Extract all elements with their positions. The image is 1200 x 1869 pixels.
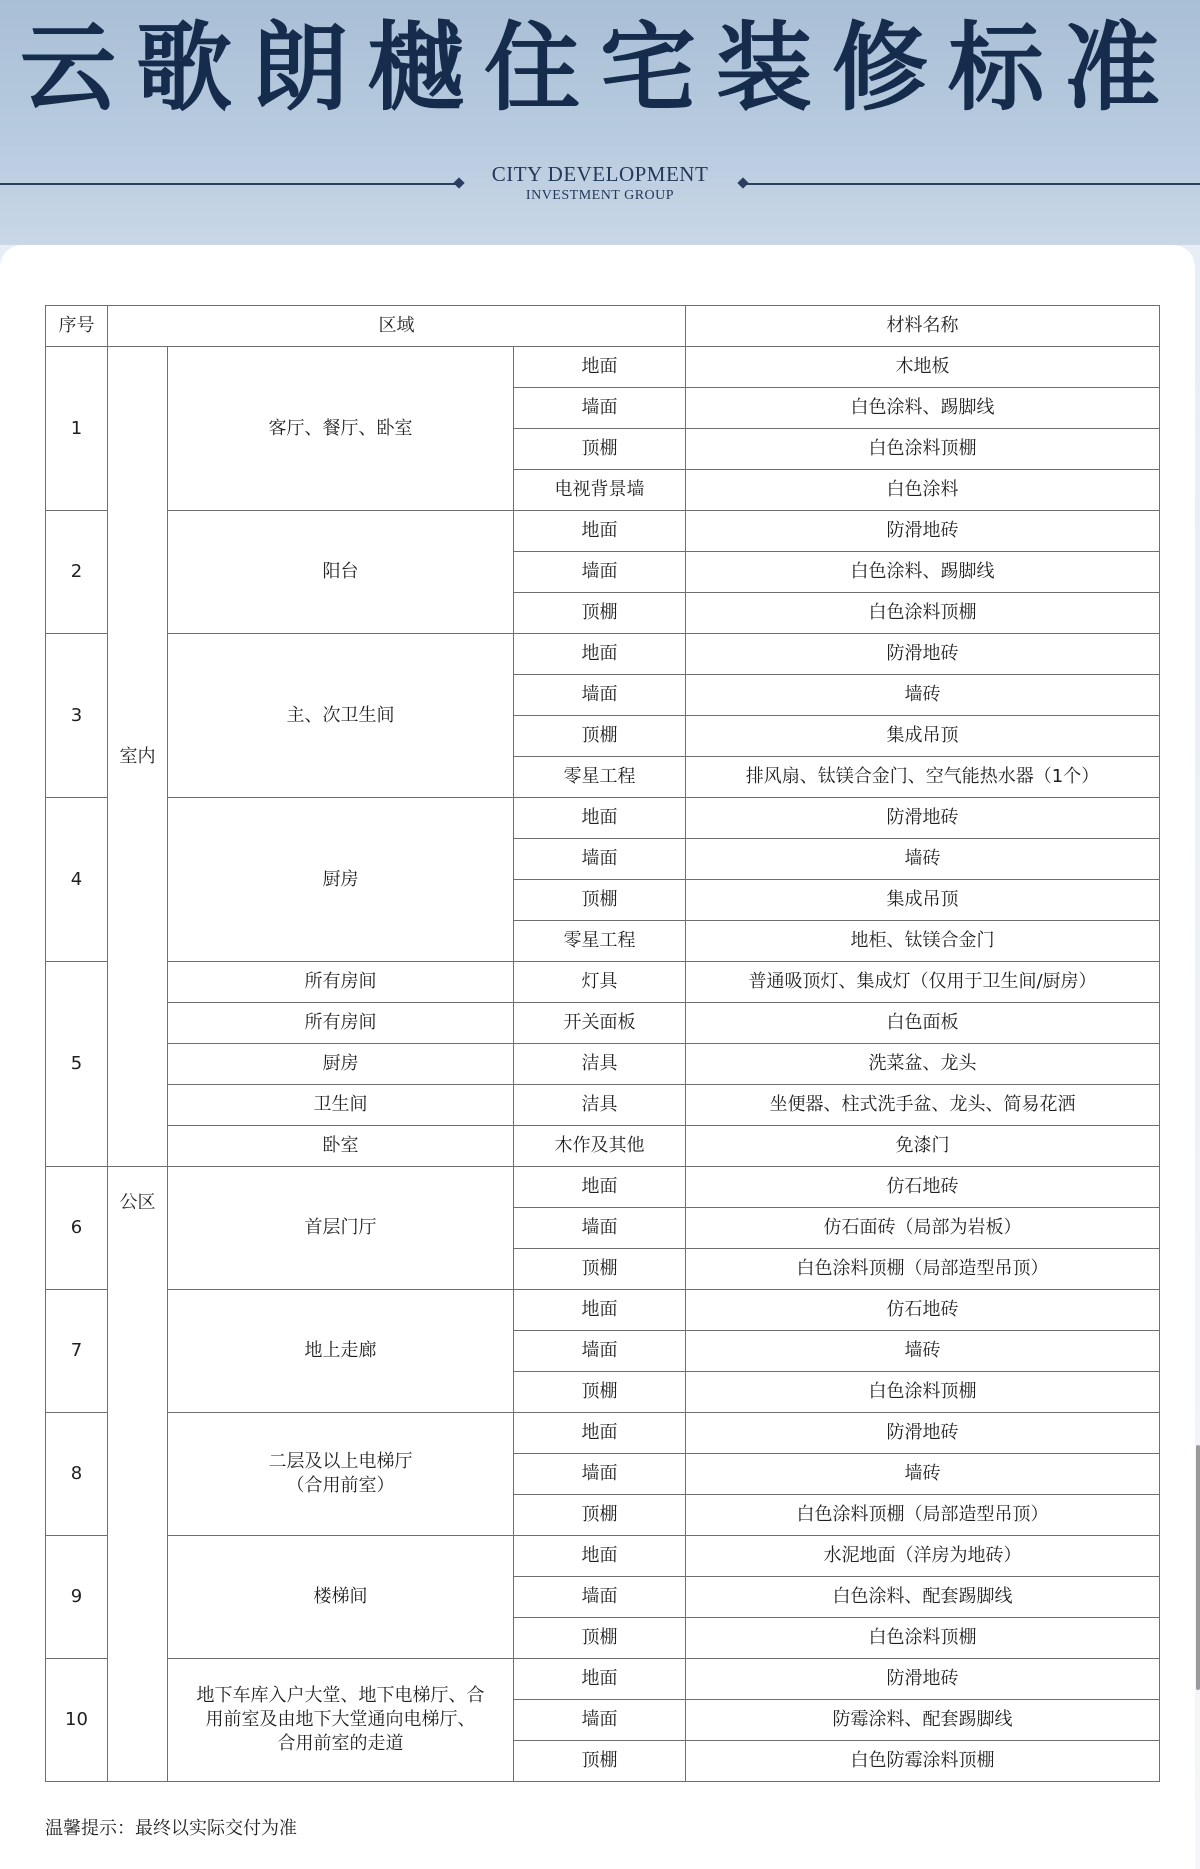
part-name: 墙面	[514, 1208, 686, 1249]
material-name: 白色涂料顶棚	[686, 1618, 1160, 1659]
material-name: 防滑地砖	[686, 798, 1160, 839]
area-name: 所有房间	[168, 1003, 514, 1044]
material-name: 防霉涂料、配套踢脚线	[686, 1700, 1160, 1741]
part-name: 洁具	[514, 1085, 686, 1126]
table-header-row	[46, 306, 1160, 347]
part-name: 墙面	[514, 552, 686, 593]
part-name: 地面	[514, 511, 686, 552]
material-name: 墙砖	[686, 675, 1160, 716]
company-name-line1: CITY DEVELOPMENT	[491, 162, 709, 186]
table-row	[46, 1126, 1160, 1167]
page-title: 云歌朗樾住宅装修标准	[20, 11, 1180, 124]
part-name: 墙面	[514, 1331, 686, 1372]
row-number: 2	[46, 511, 108, 634]
material-name: 防滑地砖	[686, 511, 1160, 552]
area-name: 卧室	[168, 1126, 514, 1167]
row-number: 4	[46, 798, 108, 962]
row-number: 9	[46, 1536, 108, 1659]
area-name	[168, 511, 514, 634]
area-name	[168, 1536, 514, 1659]
material-name: 白色涂料顶棚	[686, 1372, 1160, 1413]
part-name: 顶棚	[514, 429, 686, 470]
part-name: 零星工程	[514, 757, 686, 798]
part-name: 顶棚	[514, 1618, 686, 1659]
material-name: 白色涂料	[686, 470, 1160, 511]
material-name: 白色涂料顶棚	[686, 429, 1160, 470]
category-indoor: 室内	[108, 347, 168, 1167]
material-name: 集成吊顶	[686, 880, 1160, 921]
part-name: 墙面	[514, 675, 686, 716]
category-public: 公区	[108, 1167, 168, 1782]
table-row	[46, 1085, 1160, 1126]
area-name-line: 主、次卫生间	[286, 704, 395, 726]
area-name-line: 楼梯间	[313, 1586, 368, 1607]
material-name: 仿石地砖	[686, 1290, 1160, 1331]
part-name: 木作及其他	[514, 1126, 686, 1167]
area-name: 厨房	[168, 1044, 514, 1085]
row-number: 8	[46, 1413, 108, 1536]
area-name: 所有房间	[168, 962, 514, 1003]
table-row	[46, 1536, 1160, 1577]
area-name	[168, 1290, 514, 1413]
table-row	[46, 1413, 1160, 1454]
part-name: 顶棚	[514, 880, 686, 921]
area-name-line: 阳台	[322, 561, 359, 582]
material-name: 洗菜盆、龙头	[686, 1044, 1160, 1085]
table-row	[46, 798, 1160, 839]
divider-right	[742, 183, 1200, 185]
material-name: 白色涂料顶棚	[686, 593, 1160, 634]
material-name: 白色涂料、踢脚线	[686, 388, 1160, 429]
table-row	[46, 1167, 1160, 1208]
material-name: 木地板	[686, 347, 1160, 388]
area-name-line: 首层门厅	[304, 1217, 377, 1238]
decoration-standard-table	[45, 305, 1160, 1782]
material-name: 排风扇、钛镁合金门、空气能热水器（1个）	[686, 757, 1160, 798]
part-name: 地面	[514, 1413, 686, 1454]
material-name: 水泥地面（洋房为地砖）	[686, 1536, 1160, 1577]
table-row	[46, 1003, 1160, 1044]
material-name: 白色涂料顶棚（局部造型吊顶）	[686, 1249, 1160, 1290]
part-name: 地面	[514, 1167, 686, 1208]
material-name: 白色涂料、踢脚线	[686, 552, 1160, 593]
part-name: 墙面	[514, 1577, 686, 1618]
table-row	[46, 1659, 1160, 1700]
material-name: 白色涂料、配套踢脚线	[686, 1577, 1160, 1618]
row-number: 1	[46, 347, 108, 511]
material-name: 地柜、钛镁合金门	[686, 921, 1160, 962]
area-name-line: 二层及以上电梯厅	[268, 1451, 413, 1472]
scrollbar-thumb[interactable]	[1196, 1445, 1200, 1690]
part-name: 顶棚	[514, 716, 686, 757]
material-name: 仿石地砖	[686, 1167, 1160, 1208]
part-name: 洁具	[514, 1044, 686, 1085]
table-row	[46, 1044, 1160, 1085]
material-name: 白色防霉涂料顶棚	[686, 1741, 1160, 1782]
row-number: 5	[46, 962, 108, 1167]
row-number: 7	[46, 1290, 108, 1413]
part-name: 顶棚	[514, 1495, 686, 1536]
part-name: 墙面	[514, 839, 686, 880]
part-name: 地面	[514, 347, 686, 388]
table-row	[46, 511, 1160, 552]
material-name: 普通吸顶灯、集成灯（仅用于卫生间/厨房）	[686, 962, 1160, 1003]
area-name-line: （合用前室）	[286, 1475, 395, 1496]
part-name: 顶棚	[514, 1741, 686, 1782]
material-name: 防滑地砖	[686, 1413, 1160, 1454]
row-number: 6	[46, 1167, 108, 1290]
area-name-line: 客厅、餐厅、卧室	[268, 417, 413, 439]
company-name-line2: INVESTMENT GROUP	[525, 188, 675, 203]
material-name: 白色涂料顶棚（局部造型吊顶）	[686, 1495, 1160, 1536]
part-name: 地面	[514, 1659, 686, 1700]
part-name: 墙面	[514, 1454, 686, 1495]
area-name-line: 厨房	[322, 868, 359, 890]
table-row	[46, 962, 1160, 1003]
header-region: 区域	[108, 306, 686, 347]
area-name-line: 合用前室的走道	[277, 1733, 404, 1754]
area-name	[168, 347, 514, 511]
header-no: 序号	[46, 306, 108, 347]
header-material: 材料名称	[686, 306, 1160, 347]
part-name: 开关面板	[514, 1003, 686, 1044]
material-name: 墙砖	[686, 1331, 1160, 1372]
part-name: 地面	[514, 1536, 686, 1577]
row-number: 10	[46, 1659, 108, 1782]
part-name: 顶棚	[514, 1372, 686, 1413]
material-name: 集成吊顶	[686, 716, 1160, 757]
footer-note: 温馨提示：最终以实际交付为准	[45, 1818, 297, 1839]
table-row	[46, 347, 1160, 388]
table-row	[46, 634, 1160, 675]
part-name: 地面	[514, 1290, 686, 1331]
part-name: 电视背景墙	[514, 470, 686, 511]
material-name: 仿石面砖（局部为岩板）	[686, 1208, 1160, 1249]
row-number: 3	[46, 634, 108, 798]
material-name: 墙砖	[686, 839, 1160, 880]
material-name: 白色面板	[686, 1003, 1160, 1044]
area-name	[168, 798, 514, 962]
material-name: 防滑地砖	[686, 634, 1160, 675]
area-name-line: 地上走廊	[304, 1340, 377, 1361]
material-name: 防滑地砖	[686, 1659, 1160, 1700]
table-row	[46, 1290, 1160, 1331]
area-name	[168, 1659, 514, 1782]
area-name-line: 地下车库入户大堂、地下电梯厅、合	[196, 1685, 485, 1706]
company-subtitle	[0, 162, 1200, 212]
area-name	[168, 634, 514, 798]
part-name: 顶棚	[514, 593, 686, 634]
material-name: 墙砖	[686, 1454, 1160, 1495]
part-name: 地面	[514, 634, 686, 675]
part-name: 墙面	[514, 388, 686, 429]
part-name: 地面	[514, 798, 686, 839]
area-name-line: 用前室及由地下大堂通向电梯厅、	[205, 1709, 476, 1730]
part-name: 墙面	[514, 1700, 686, 1741]
part-name: 顶棚	[514, 1249, 686, 1290]
part-name: 灯具	[514, 962, 686, 1003]
divider-left	[0, 183, 460, 185]
material-name: 坐便器、柱式洗手盆、龙头、简易花洒	[686, 1085, 1160, 1126]
material-name: 免漆门	[686, 1126, 1160, 1167]
area-name	[168, 1413, 514, 1536]
area-name	[168, 1167, 514, 1290]
part-name: 零星工程	[514, 921, 686, 962]
area-name: 卫生间	[168, 1085, 514, 1126]
